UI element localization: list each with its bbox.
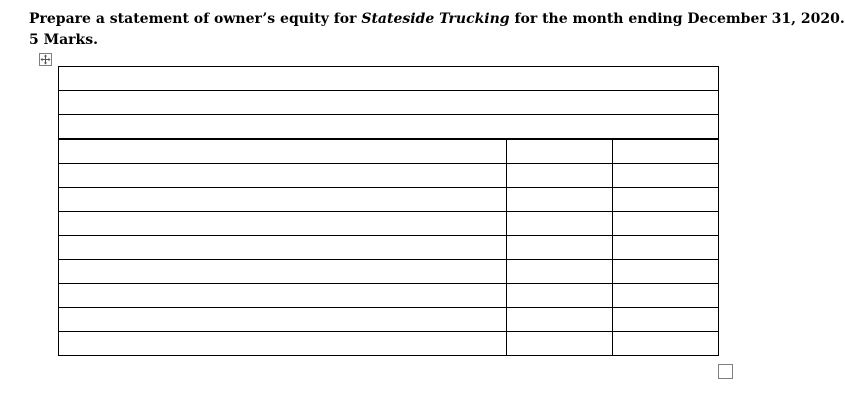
header-cell[interactable]: [59, 115, 719, 140]
total-cell[interactable]: [613, 284, 719, 308]
description-cell[interactable]: [59, 236, 507, 260]
total-cell[interactable]: [613, 236, 719, 260]
table-move-handle-icon[interactable]: [39, 53, 52, 66]
table-row: [59, 188, 719, 212]
description-cell[interactable]: [59, 308, 507, 332]
description-cell[interactable]: [59, 188, 507, 212]
header-row: [59, 91, 719, 115]
table-row: [59, 139, 719, 164]
description-cell[interactable]: [59, 139, 507, 164]
table-row: [59, 308, 719, 332]
question-instructions: [29, 9, 845, 51]
amount-cell[interactable]: [507, 164, 613, 188]
owners-equity-table: [58, 66, 719, 356]
total-cell[interactable]: [613, 332, 719, 356]
header-cell[interactable]: [59, 67, 719, 91]
table-row: [59, 332, 719, 356]
question-suffix: for the month ending December 31, 2020.: [509, 11, 845, 27]
question-prefix: Prepare a statement of owner’s equity for: [29, 11, 362, 27]
header-row: [59, 115, 719, 140]
amount-cell[interactable]: [507, 188, 613, 212]
amount-cell[interactable]: [507, 332, 613, 356]
table-row: [59, 164, 719, 188]
description-cell[interactable]: [59, 260, 507, 284]
amount-cell[interactable]: [507, 236, 613, 260]
description-cell[interactable]: [59, 212, 507, 236]
header-cell[interactable]: [59, 91, 719, 115]
total-cell[interactable]: [613, 308, 719, 332]
total-cell[interactable]: [613, 260, 719, 284]
amount-cell[interactable]: [507, 260, 613, 284]
amount-cell[interactable]: [507, 284, 613, 308]
company-name: Stateside Trucking: [361, 11, 510, 27]
table-resize-handle-icon[interactable]: [718, 364, 733, 379]
marks-label: 5 Marks.: [29, 32, 99, 48]
table-row: [59, 212, 719, 236]
total-cell[interactable]: [613, 188, 719, 212]
total-cell[interactable]: [613, 212, 719, 236]
table-row: [59, 260, 719, 284]
table-row: [59, 236, 719, 260]
question-line: [29, 9, 845, 30]
amount-cell[interactable]: [507, 308, 613, 332]
description-cell[interactable]: [59, 284, 507, 308]
amount-cell[interactable]: [507, 212, 613, 236]
amount-cell[interactable]: [507, 139, 613, 164]
total-cell[interactable]: [613, 139, 719, 164]
description-cell[interactable]: [59, 332, 507, 356]
table-row: [59, 284, 719, 308]
header-row: [59, 67, 719, 91]
total-cell[interactable]: [613, 164, 719, 188]
description-cell[interactable]: [59, 164, 507, 188]
